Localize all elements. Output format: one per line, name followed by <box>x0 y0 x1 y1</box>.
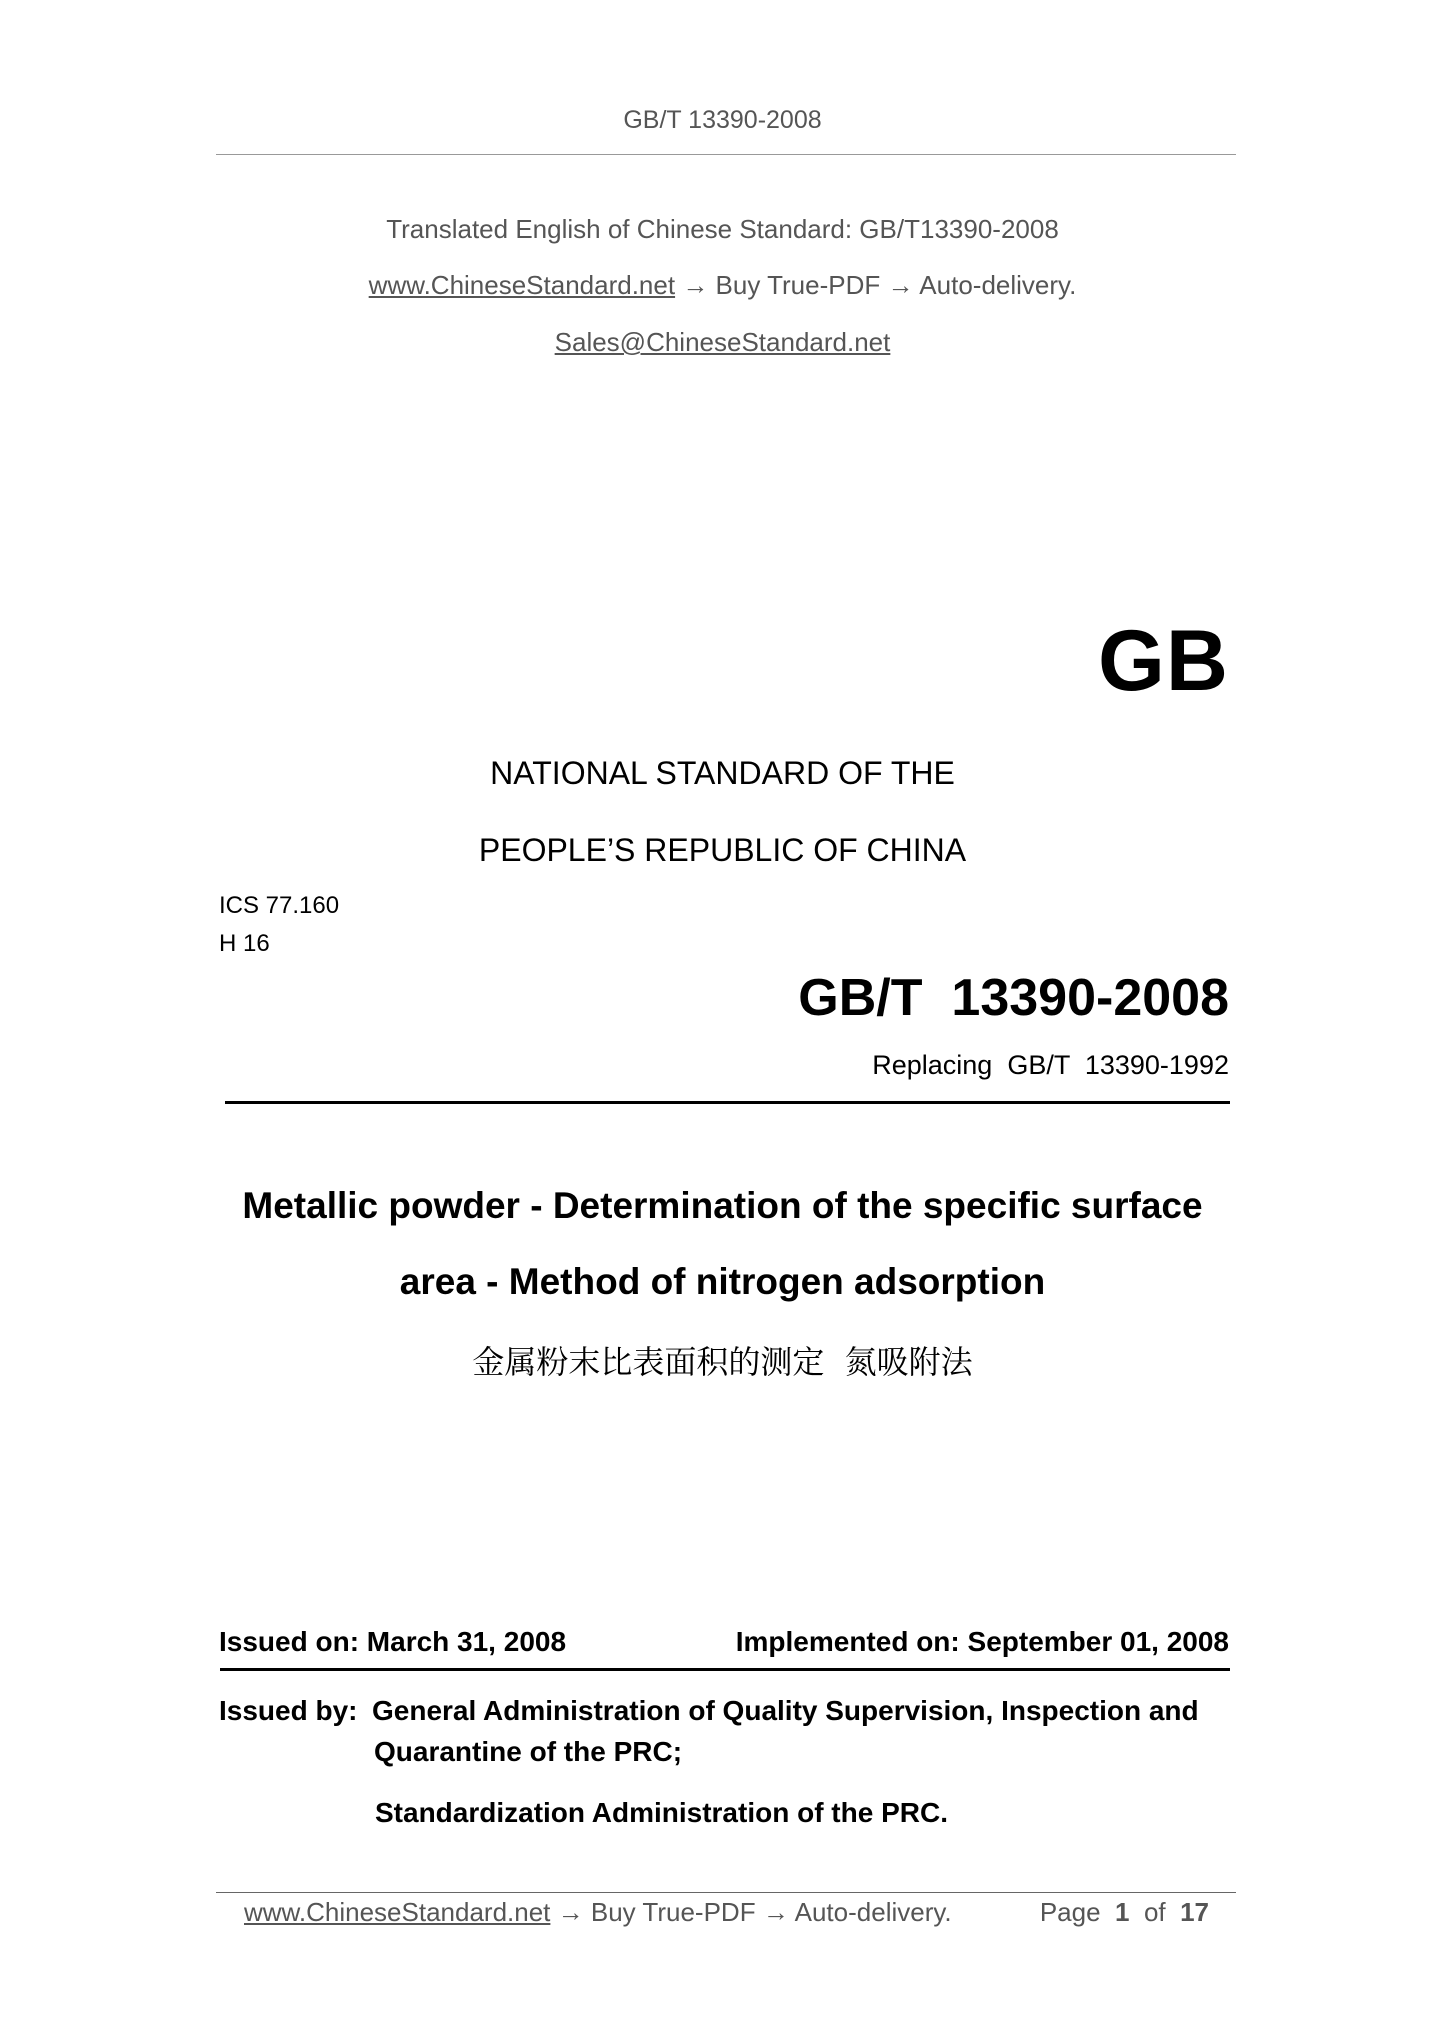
site-link[interactable]: www.ChineseStandard.net <box>368 270 676 300</box>
title-chinese: 金属粉末比表面积的测定 氮吸附法 <box>472 1343 973 1381</box>
title-line1: Metallic powder - Determination of the specific surface <box>242 1185 1203 1226</box>
number-divider <box>225 1101 1230 1104</box>
footer-purchase-line <box>244 1897 952 1928</box>
arrow-icon: → <box>887 270 914 300</box>
footer-divider <box>216 1892 1236 1893</box>
issued-by-label: Issued by: <box>219 1695 358 1726</box>
national-standard-line1: NATIONAL STANDARD OF THE <box>490 755 955 791</box>
footer-buy-text: Buy True-PDF <box>590 1897 756 1927</box>
arrow-icon: → <box>762 1897 789 1927</box>
gb-mark: GB <box>1098 613 1229 709</box>
page-total: 17 <box>1180 1897 1209 1927</box>
header-divider <box>216 154 1236 155</box>
footer-site-link[interactable]: www.ChineseStandard.net <box>244 1897 551 1927</box>
title-line2: area - Method of nitrogen adsorption <box>399 1261 1046 1302</box>
translation-notice: Translated English of Chinese Standard: GB/T13390-2008 <box>386 214 1059 244</box>
issuer-1-line2: Quarantine of the PRC; <box>374 1736 683 1767</box>
issuer-1-line1: General Administration of Quality Supervision, Inspection and <box>372 1695 1199 1726</box>
buy-text: Buy True-PDF <box>715 270 881 300</box>
purchase-line <box>0 270 1445 301</box>
running-header: GB/T 13390-2008 <box>623 106 822 134</box>
national-standard-line2: PEOPLE’S REPUBLIC OF CHINA <box>478 832 967 868</box>
footer-delivery-text: Auto-delivery. <box>794 1897 952 1927</box>
arrow-icon: → <box>682 270 709 300</box>
page-current: 1 <box>1115 1897 1130 1927</box>
arrow-icon: → <box>557 1897 584 1927</box>
page-of: of <box>1143 1897 1166 1927</box>
email-link[interactable]: Sales@ChineseStandard.net <box>554 327 891 357</box>
implemented-on: Implemented on: September 01, 2008 <box>735 1626 1229 1657</box>
ccs-code: H 16 <box>219 930 270 957</box>
replacing-note: Replacing GB/T 13390-1992 <box>872 1050 1229 1080</box>
page-label: Page <box>1039 1897 1101 1927</box>
delivery-text: Auto-delivery. <box>919 270 1077 300</box>
email-line <box>0 327 1445 358</box>
dates-divider <box>220 1668 1230 1671</box>
page-indicator <box>1040 1897 1209 1928</box>
standard-number: GB/T 13390-2008 <box>798 969 1229 1027</box>
issued-on: Issued on: March 31, 2008 <box>219 1626 567 1657</box>
ics-code: ICS 77.160 <box>219 892 340 919</box>
issuer-2: Standardization Administration of the PRC. <box>375 1797 948 1828</box>
